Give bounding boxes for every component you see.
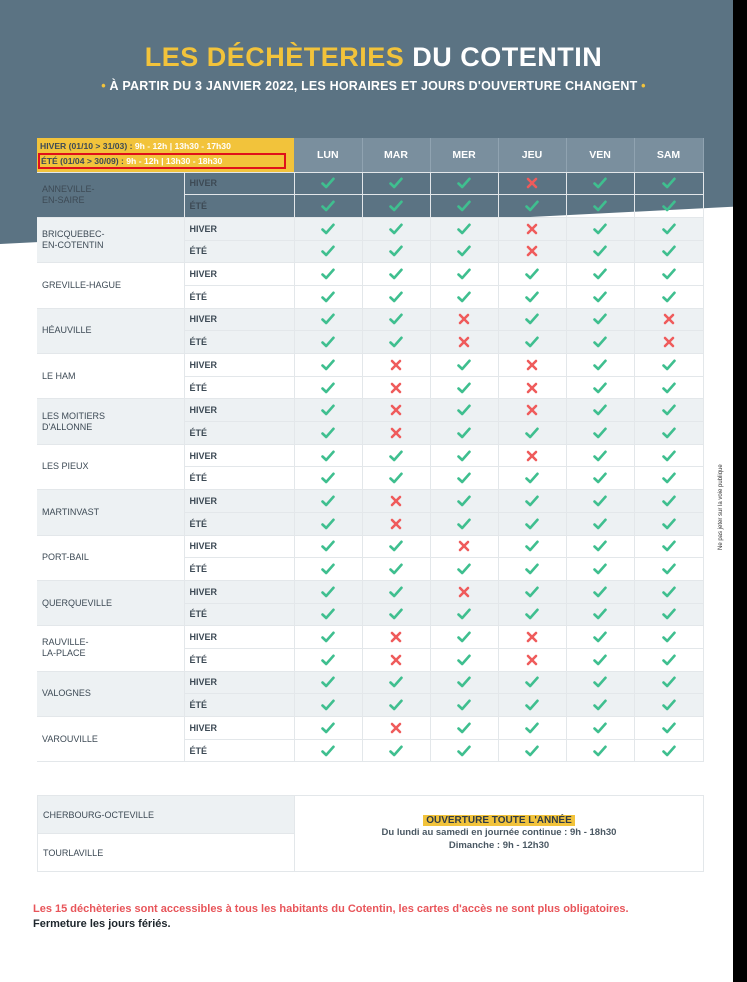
open-check-icon [362,195,430,218]
open-check-icon [566,285,634,308]
open-check-icon [294,558,362,581]
season-label: HIVER [184,717,294,740]
site-name: BRICQUEBEC- EN-COTENTIN [37,217,184,262]
site-name: MARTINVAST [37,490,184,535]
legend-hiver [40,140,291,152]
open-check-icon [362,671,430,694]
open-check-icon [498,603,566,626]
season-label: ÉTÉ [184,512,294,535]
title-part2: DU COTENTIN [412,42,603,72]
season-label: ÉTÉ [184,331,294,354]
season-label: ÉTÉ [184,467,294,490]
open-check-icon [294,422,362,445]
schedule-header-row [37,138,703,172]
season-label: HIVER [184,354,294,377]
open-check-icon [294,240,362,263]
open-check-icon [566,331,634,354]
open-check-icon [362,535,430,558]
closed-cross-icon [430,535,498,558]
table-row [37,580,703,603]
closed-cross-icon [362,717,430,740]
subtitle-dot-right: • [641,79,646,93]
open-check-icon [566,172,634,195]
season-label: ÉTÉ [184,739,294,762]
closed-cross-icon [362,399,430,422]
site-name: GREVILLE-HAGUE [37,263,184,308]
open-check-icon [362,739,430,762]
day-header: MAR [362,138,430,172]
open-check-icon [362,240,430,263]
open-check-icon [634,376,703,399]
season-label: ÉTÉ [184,603,294,626]
season-label: HIVER [184,308,294,331]
closed-cross-icon [498,399,566,422]
day-header: MER [430,138,498,172]
open-check-icon [498,535,566,558]
open-check-icon [294,331,362,354]
closed-cross-icon [498,172,566,195]
open-check-icon [634,263,703,286]
closed-cross-icon [498,354,566,377]
open-check-icon [430,354,498,377]
open-check-icon [634,648,703,671]
closed-cross-icon [498,444,566,467]
day-header: VEN [566,138,634,172]
side-note-text: Ne pas jeter sur la voie publique [718,464,724,550]
site-name: RAUVILLE- LA-PLACE [37,626,184,671]
open-check-icon [294,376,362,399]
open-check-icon [294,739,362,762]
open-check-icon [430,285,498,308]
open-check-icon [430,490,498,513]
open-check-icon [566,603,634,626]
closed-cross-icon [362,490,430,513]
open-check-icon [634,240,703,263]
site-name: HÉAUVILLE [37,308,184,353]
open-check-icon [634,603,703,626]
season-label: ÉTÉ [184,558,294,581]
season-label: HIVER [184,671,294,694]
open-check-icon [566,354,634,377]
open-check-icon [634,739,703,762]
table-row [37,671,703,694]
page-edge [733,0,747,982]
year-round-city: CHERBOURG-OCTEVILLE [38,796,295,834]
open-check-icon [430,263,498,286]
open-check-icon [294,603,362,626]
open-check-icon [634,717,703,740]
footer-holidays-note: Fermeture les jours fériés. [33,918,171,930]
open-check-icon [634,694,703,717]
closed-cross-icon [498,240,566,263]
open-check-icon [498,580,566,603]
season-label: ÉTÉ [184,285,294,308]
open-check-icon [634,671,703,694]
open-check-icon [566,512,634,535]
table-row [37,172,703,195]
open-check-icon [430,195,498,218]
open-check-icon [566,467,634,490]
open-check-icon [294,285,362,308]
page-subtitle [0,79,747,93]
table-row [37,354,703,377]
year-round-info [295,796,704,872]
open-check-icon [498,558,566,581]
open-check-icon [362,172,430,195]
open-check-icon [430,217,498,240]
year-round-city: TOURLAVILLE [38,834,295,872]
open-check-icon [634,512,703,535]
open-check-icon [566,490,634,513]
open-check-icon [430,739,498,762]
season-label: ÉTÉ [184,648,294,671]
closed-cross-icon [498,648,566,671]
open-check-icon [566,739,634,762]
open-check-icon [294,467,362,490]
open-check-icon [362,263,430,286]
season-label: HIVER [184,490,294,513]
open-check-icon [362,285,430,308]
table-row [37,717,703,740]
season-label: ÉTÉ [184,422,294,445]
open-check-icon [566,580,634,603]
open-check-icon [498,195,566,218]
open-check-icon [498,263,566,286]
open-check-icon [566,399,634,422]
year-round-table [37,795,704,872]
open-check-icon [294,626,362,649]
open-check-icon [362,217,430,240]
legend-hiver-hours: 9h - 12h | 13h30 - 17h30 [134,141,231,152]
open-check-icon [566,376,634,399]
open-check-icon [362,444,430,467]
open-check-icon [362,603,430,626]
schedule-table [37,138,704,762]
title-part1: LES DÉCHÈTERIES [144,42,405,72]
open-check-icon [498,512,566,535]
open-check-icon [294,671,362,694]
open-check-icon [430,558,498,581]
open-check-icon [362,308,430,331]
open-check-icon [566,217,634,240]
hours-legend [37,138,294,172]
open-check-icon [294,172,362,195]
season-label: HIVER [184,399,294,422]
legend-ete-label: ÉTÉ (01/04 > 30/09) : [41,156,124,167]
open-check-icon [566,308,634,331]
open-check-icon [566,444,634,467]
open-check-icon [498,422,566,445]
open-check-icon [634,422,703,445]
open-check-icon [566,263,634,286]
open-check-icon [430,671,498,694]
open-check-icon [430,376,498,399]
open-check-icon [634,580,703,603]
open-check-icon [430,626,498,649]
season-label: HIVER [184,172,294,195]
open-check-icon [294,512,362,535]
site-name: LES MOITIERS D'ALLONNE [37,399,184,444]
open-check-icon [634,626,703,649]
closed-cross-icon [362,376,430,399]
open-check-icon [634,399,703,422]
legend-hiver-label: HIVER (01/10 > 31/03) : [40,141,133,152]
open-check-icon [566,694,634,717]
season-label: ÉTÉ [184,240,294,263]
open-check-icon [362,558,430,581]
open-check-icon [634,535,703,558]
open-check-icon [430,603,498,626]
open-check-icon [430,172,498,195]
open-check-icon [430,512,498,535]
table-row [37,626,703,649]
open-check-icon [294,354,362,377]
year-round-sunday: Dimanche : 9h - 12h30 [448,839,550,851]
open-check-icon [634,354,703,377]
closed-cross-icon [430,308,498,331]
open-check-icon [294,535,362,558]
open-check-icon [294,717,362,740]
closed-cross-icon [362,648,430,671]
open-check-icon [498,331,566,354]
open-check-icon [498,694,566,717]
season-label: ÉTÉ [184,376,294,399]
table-row [37,217,703,240]
subtitle-dot-left: • [101,79,106,93]
closed-cross-icon [498,217,566,240]
season-label: ÉTÉ [184,195,294,218]
open-check-icon [634,444,703,467]
table-row [37,490,703,513]
season-label: HIVER [184,535,294,558]
open-check-icon [634,195,703,218]
season-label: HIVER [184,626,294,649]
open-check-icon [430,444,498,467]
open-check-icon [634,172,703,195]
season-label: HIVER [184,263,294,286]
open-check-icon [498,739,566,762]
open-check-icon [430,240,498,263]
table-row [37,399,703,422]
open-check-icon [294,490,362,513]
open-check-icon [362,694,430,717]
site-name: VAROUVILLE [37,717,184,762]
closed-cross-icon [362,422,430,445]
table-row [37,308,703,331]
open-check-icon [294,444,362,467]
open-check-icon [294,694,362,717]
day-header: JEU [498,138,566,172]
open-check-icon [634,285,703,308]
site-name: VALOGNES [37,671,184,716]
open-check-icon [294,195,362,218]
open-check-icon [498,467,566,490]
open-check-icon [294,308,362,331]
open-check-icon [566,717,634,740]
open-check-icon [634,217,703,240]
closed-cross-icon [430,580,498,603]
site-name: ANNEVILLE- EN-SAIRE [37,172,184,217]
open-check-icon [566,422,634,445]
day-header: LUN [294,138,362,172]
open-check-icon [430,422,498,445]
site-name: LES PIEUX [37,444,184,489]
closed-cross-icon [498,626,566,649]
open-check-icon [634,490,703,513]
legend-ete [38,153,286,169]
schedule-body [37,172,703,762]
open-check-icon [566,240,634,263]
open-check-icon [498,671,566,694]
legend-ete-hours: 9h - 12h | 13h30 - 18h30 [126,156,223,167]
day-header: SAM [634,138,703,172]
open-check-icon [566,535,634,558]
open-check-icon [294,263,362,286]
closed-cross-icon [362,354,430,377]
season-label: HIVER [184,580,294,603]
open-check-icon [566,648,634,671]
open-check-icon [498,490,566,513]
open-check-icon [566,671,634,694]
table-row [37,263,703,286]
open-check-icon [362,467,430,490]
open-check-icon [566,626,634,649]
closed-cross-icon [430,331,498,354]
open-check-icon [294,580,362,603]
open-check-icon [362,580,430,603]
site-name: LE HAM [37,354,184,399]
open-check-icon [566,195,634,218]
open-check-icon [430,717,498,740]
table-row [37,444,703,467]
year-round-badge: OUVERTURE TOUTE L'ANNÉE [423,815,575,826]
open-check-icon [498,717,566,740]
open-check-icon [566,558,634,581]
open-check-icon [430,399,498,422]
closed-cross-icon [634,331,703,354]
open-check-icon [634,558,703,581]
table-row [37,535,703,558]
subtitle-text: À PARTIR DU 3 JANVIER 2022, LES HORAIRES ET JOURS D'OUVERTURE CHANGENT [109,79,638,93]
closed-cross-icon [634,308,703,331]
season-label: HIVER [184,444,294,467]
open-check-icon [362,331,430,354]
open-check-icon [430,694,498,717]
open-check-icon [294,399,362,422]
closed-cross-icon [498,376,566,399]
year-round-weekdays: Du lundi au samedi en journée continue : 9h - 18h30 [381,827,617,839]
open-check-icon [498,285,566,308]
open-check-icon [634,467,703,490]
open-check-icon [430,467,498,490]
site-name: PORT-BAIL [37,535,184,580]
open-check-icon [294,648,362,671]
site-name: QUERQUEVILLE [37,580,184,625]
page-title [0,42,747,73]
open-check-icon [294,217,362,240]
season-label: HIVER [184,217,294,240]
side-note [718,440,728,550]
open-check-icon [498,308,566,331]
closed-cross-icon [362,626,430,649]
footer-access-note: Les 15 déchèteries sont accessibles à tous les habitants du Cotentin, les cartes d'accès ne sont plus obligatoires. [33,903,629,915]
season-label: ÉTÉ [184,694,294,717]
open-check-icon [430,648,498,671]
closed-cross-icon [362,512,430,535]
